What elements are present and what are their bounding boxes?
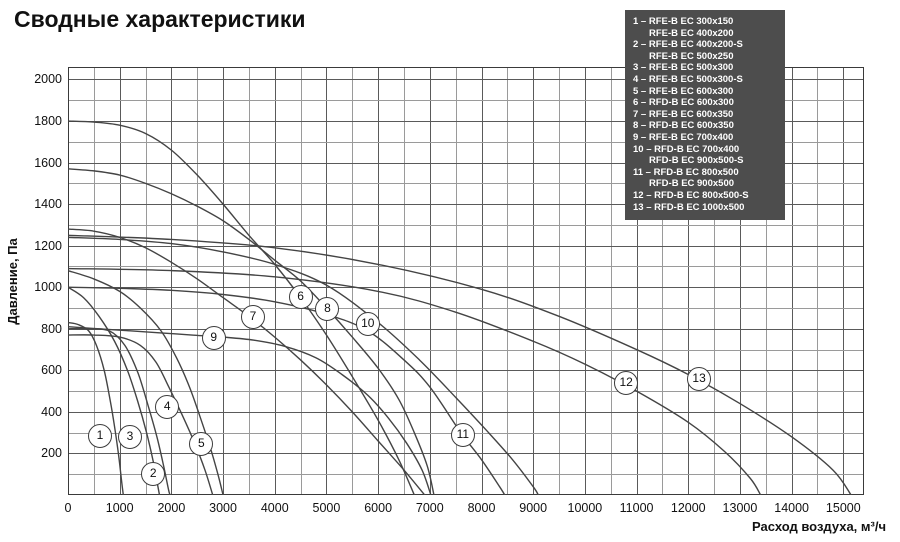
curve-marker-10: 10 [356,312,380,336]
curve-marker-5: 5 [189,432,213,456]
legend-item: 9 – RFE-B EC 700x400 [633,131,734,143]
x-tick-label: 12000 [670,501,706,515]
y-tick-label: 1200 [34,238,62,253]
curve-marker-8: 8 [315,297,339,321]
curve-marker-3: 3 [118,425,142,449]
x-tick-label: 5000 [312,501,341,515]
legend-box [625,10,785,220]
y-tick-label: 200 [41,446,62,461]
curve-marker-11: 11 [451,423,475,447]
curve-series-5 [68,271,223,495]
y-tick-label: 2000 [34,72,62,87]
curve-series-12 [68,269,761,495]
x-tick-label: 0 [64,501,72,515]
curve-series-11 [68,287,505,495]
curve-series-10 [68,237,538,495]
x-tick-label: 11000 [619,501,654,515]
y-axis-label: Давление, Па [4,237,20,325]
page-title: Сводные характеристики [14,6,306,32]
x-tick-label: 15000 [825,501,861,515]
x-tick-label: 2000 [157,501,186,515]
x-tick-label: 4000 [260,501,289,515]
curve-series-13 [68,235,851,495]
legend-item: 7 – RFE-B EC 600x350 [633,108,734,120]
legend-item: 11 – RFD-B EC 800x500 [633,166,739,178]
x-tick-label: 14000 [774,501,810,515]
legend-item: 10 – RFD-B EC 700x400 [633,143,740,155]
legend-item: 5 – RFE-B EC 600x300 [633,85,734,97]
legend-item: 3 – RFE-B EC 500x300 [633,62,734,74]
curve-marker-1: 1 [88,424,112,448]
curve-marker-2: 2 [141,462,165,486]
curve-marker-12: 12 [614,371,638,395]
y-tick-label: 800 [41,321,62,336]
curve-marker-7: 7 [241,305,265,329]
curve-series-9 [68,327,431,495]
legend-item: 6 – RFD-B EC 600x300 [633,97,734,109]
legend-item: 13 – RFD-B EC 1000x500 [633,201,745,213]
legend-item: 4 – RFE-B EC 500x300-S [633,73,743,85]
y-tick-label: 600 [41,363,62,378]
x-tick-label: 6000 [364,501,393,515]
x-tick-label: 13000 [722,501,758,515]
x-tick-label: 7000 [415,501,444,515]
y-tick-label: 1400 [34,197,62,212]
curve-marker-4: 4 [155,395,179,419]
legend-item: 1 – RFE-B EC 300x150 [633,16,734,27]
x-tick-label: 10000 [567,501,603,515]
legend-item: RFD-B EC 900x500-S [649,155,744,167]
y-tick-label: 1800 [34,114,62,129]
curve-marker-9: 9 [202,326,226,350]
x-tick-label: 8000 [467,501,496,515]
y-tick-label: 1600 [34,155,62,170]
curve-series-1 [68,323,123,495]
legend-item: RFD-B EC 900x500 [649,178,735,190]
x-axis-label: Расход воздуха, м³/ч [752,519,886,534]
legend-item: 2 – RFE-B EC 400x200-S [633,39,743,51]
x-tick-label: 1000 [105,501,134,515]
x-tick-label: 3000 [209,501,237,515]
legend-item: RFE-B EC 500x250 [649,50,734,62]
curve-marker-6: 6 [289,285,313,309]
curve-marker-13: 13 [687,367,711,391]
x-tick-label: 9000 [519,501,548,515]
legend-item: RFE-B EC 400x200 [649,27,734,39]
y-tick-label: 400 [41,404,62,419]
y-tick-label: 1000 [34,280,62,295]
legend-item: 8 – RFD-B EC 600x350 [633,120,734,132]
legend-item: 12 – RFD-B EC 800x500-S [633,189,749,201]
